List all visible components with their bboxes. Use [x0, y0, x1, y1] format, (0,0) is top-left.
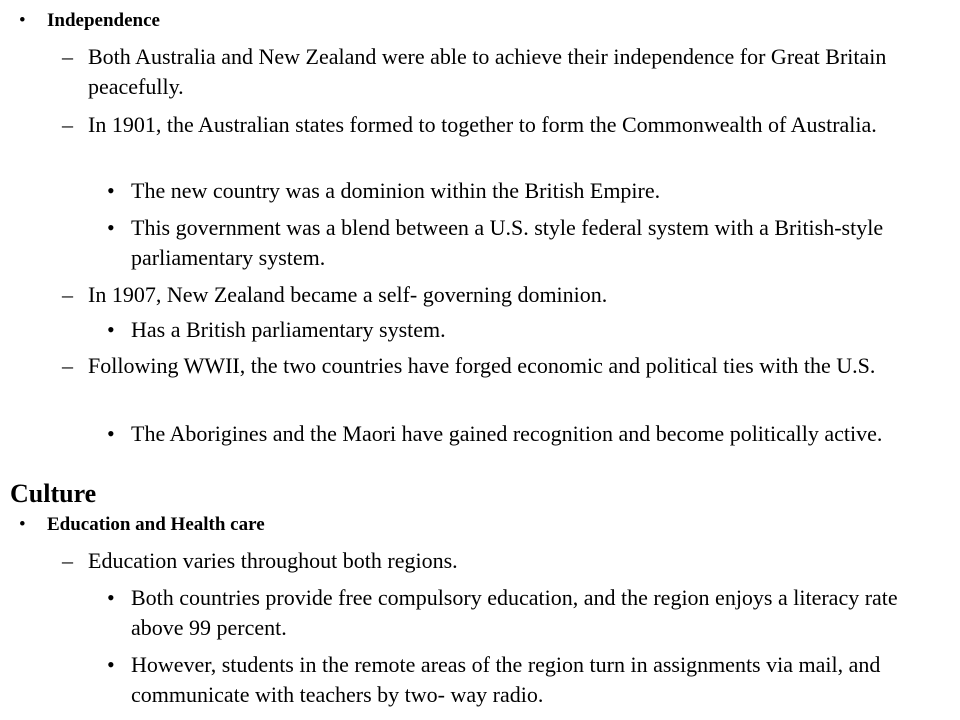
item-text: Education varies throughout both regions.	[88, 548, 458, 573]
bullet-marker: •	[107, 215, 115, 240]
topic-independence	[19, 10, 927, 32]
bullet-marker: •	[107, 421, 115, 446]
bullet-marker: •	[107, 317, 115, 342]
sub-list-item	[107, 583, 946, 643]
section-heading-culture: Culture	[10, 479, 97, 508]
dash-marker: –	[62, 548, 73, 573]
dash-marker: –	[62, 112, 73, 137]
bullet-marker: •	[19, 514, 26, 535]
bullet-marker: •	[107, 585, 115, 610]
item-text: In 1907, New Zealand became a self- governing dominion.	[88, 282, 608, 307]
dash-marker: –	[62, 282, 73, 307]
list-item	[62, 351, 948, 381]
list-item	[62, 42, 948, 102]
list-item	[62, 110, 898, 140]
dash-marker: –	[62, 353, 73, 378]
item-text: Both Australia and New Zealand were able to achieve their independence for Great Britain peacefully.	[88, 44, 887, 99]
subitem-text: The Aborigines and the Maori have gained recognition and become politically active.	[131, 421, 883, 446]
bullet-marker: •	[19, 10, 26, 31]
subitem-text: Both countries provide free compulsory education, and the region enjoys a literacy rate above 99 percent.	[131, 585, 898, 640]
topic-label: Independence	[47, 10, 160, 31]
sub-list-item	[107, 176, 946, 206]
item-text: In 1901, the Australian states formed to together to form the Commonwealth of Australia.	[88, 112, 877, 137]
dash-marker: –	[62, 44, 73, 69]
subitem-text: This government was a blend between a U.S. style federal system with a British-style parliamentary system.	[131, 215, 884, 270]
sub-list-item	[107, 213, 946, 273]
item-text: Following WWII, the two countries have forged economic and political ties with the U.S.	[88, 353, 876, 378]
list-item	[62, 546, 948, 576]
subitem-text: Has a British parliamentary system.	[131, 317, 446, 342]
list-item	[62, 280, 948, 310]
bullet-marker: •	[107, 652, 115, 677]
subitem-text: However, students in the remote areas of the region turn in assignments via mail, and communicate with teachers by two- way radio.	[131, 652, 881, 707]
topic-education-health	[19, 514, 927, 536]
sub-list-item	[107, 650, 953, 710]
topic-label: Education and Health care	[47, 514, 265, 535]
bullet-marker: •	[107, 178, 115, 203]
subitem-text: The new country was a dominion within the British Empire.	[131, 178, 661, 203]
sub-list-item	[107, 315, 946, 345]
sub-list-item	[107, 419, 946, 449]
